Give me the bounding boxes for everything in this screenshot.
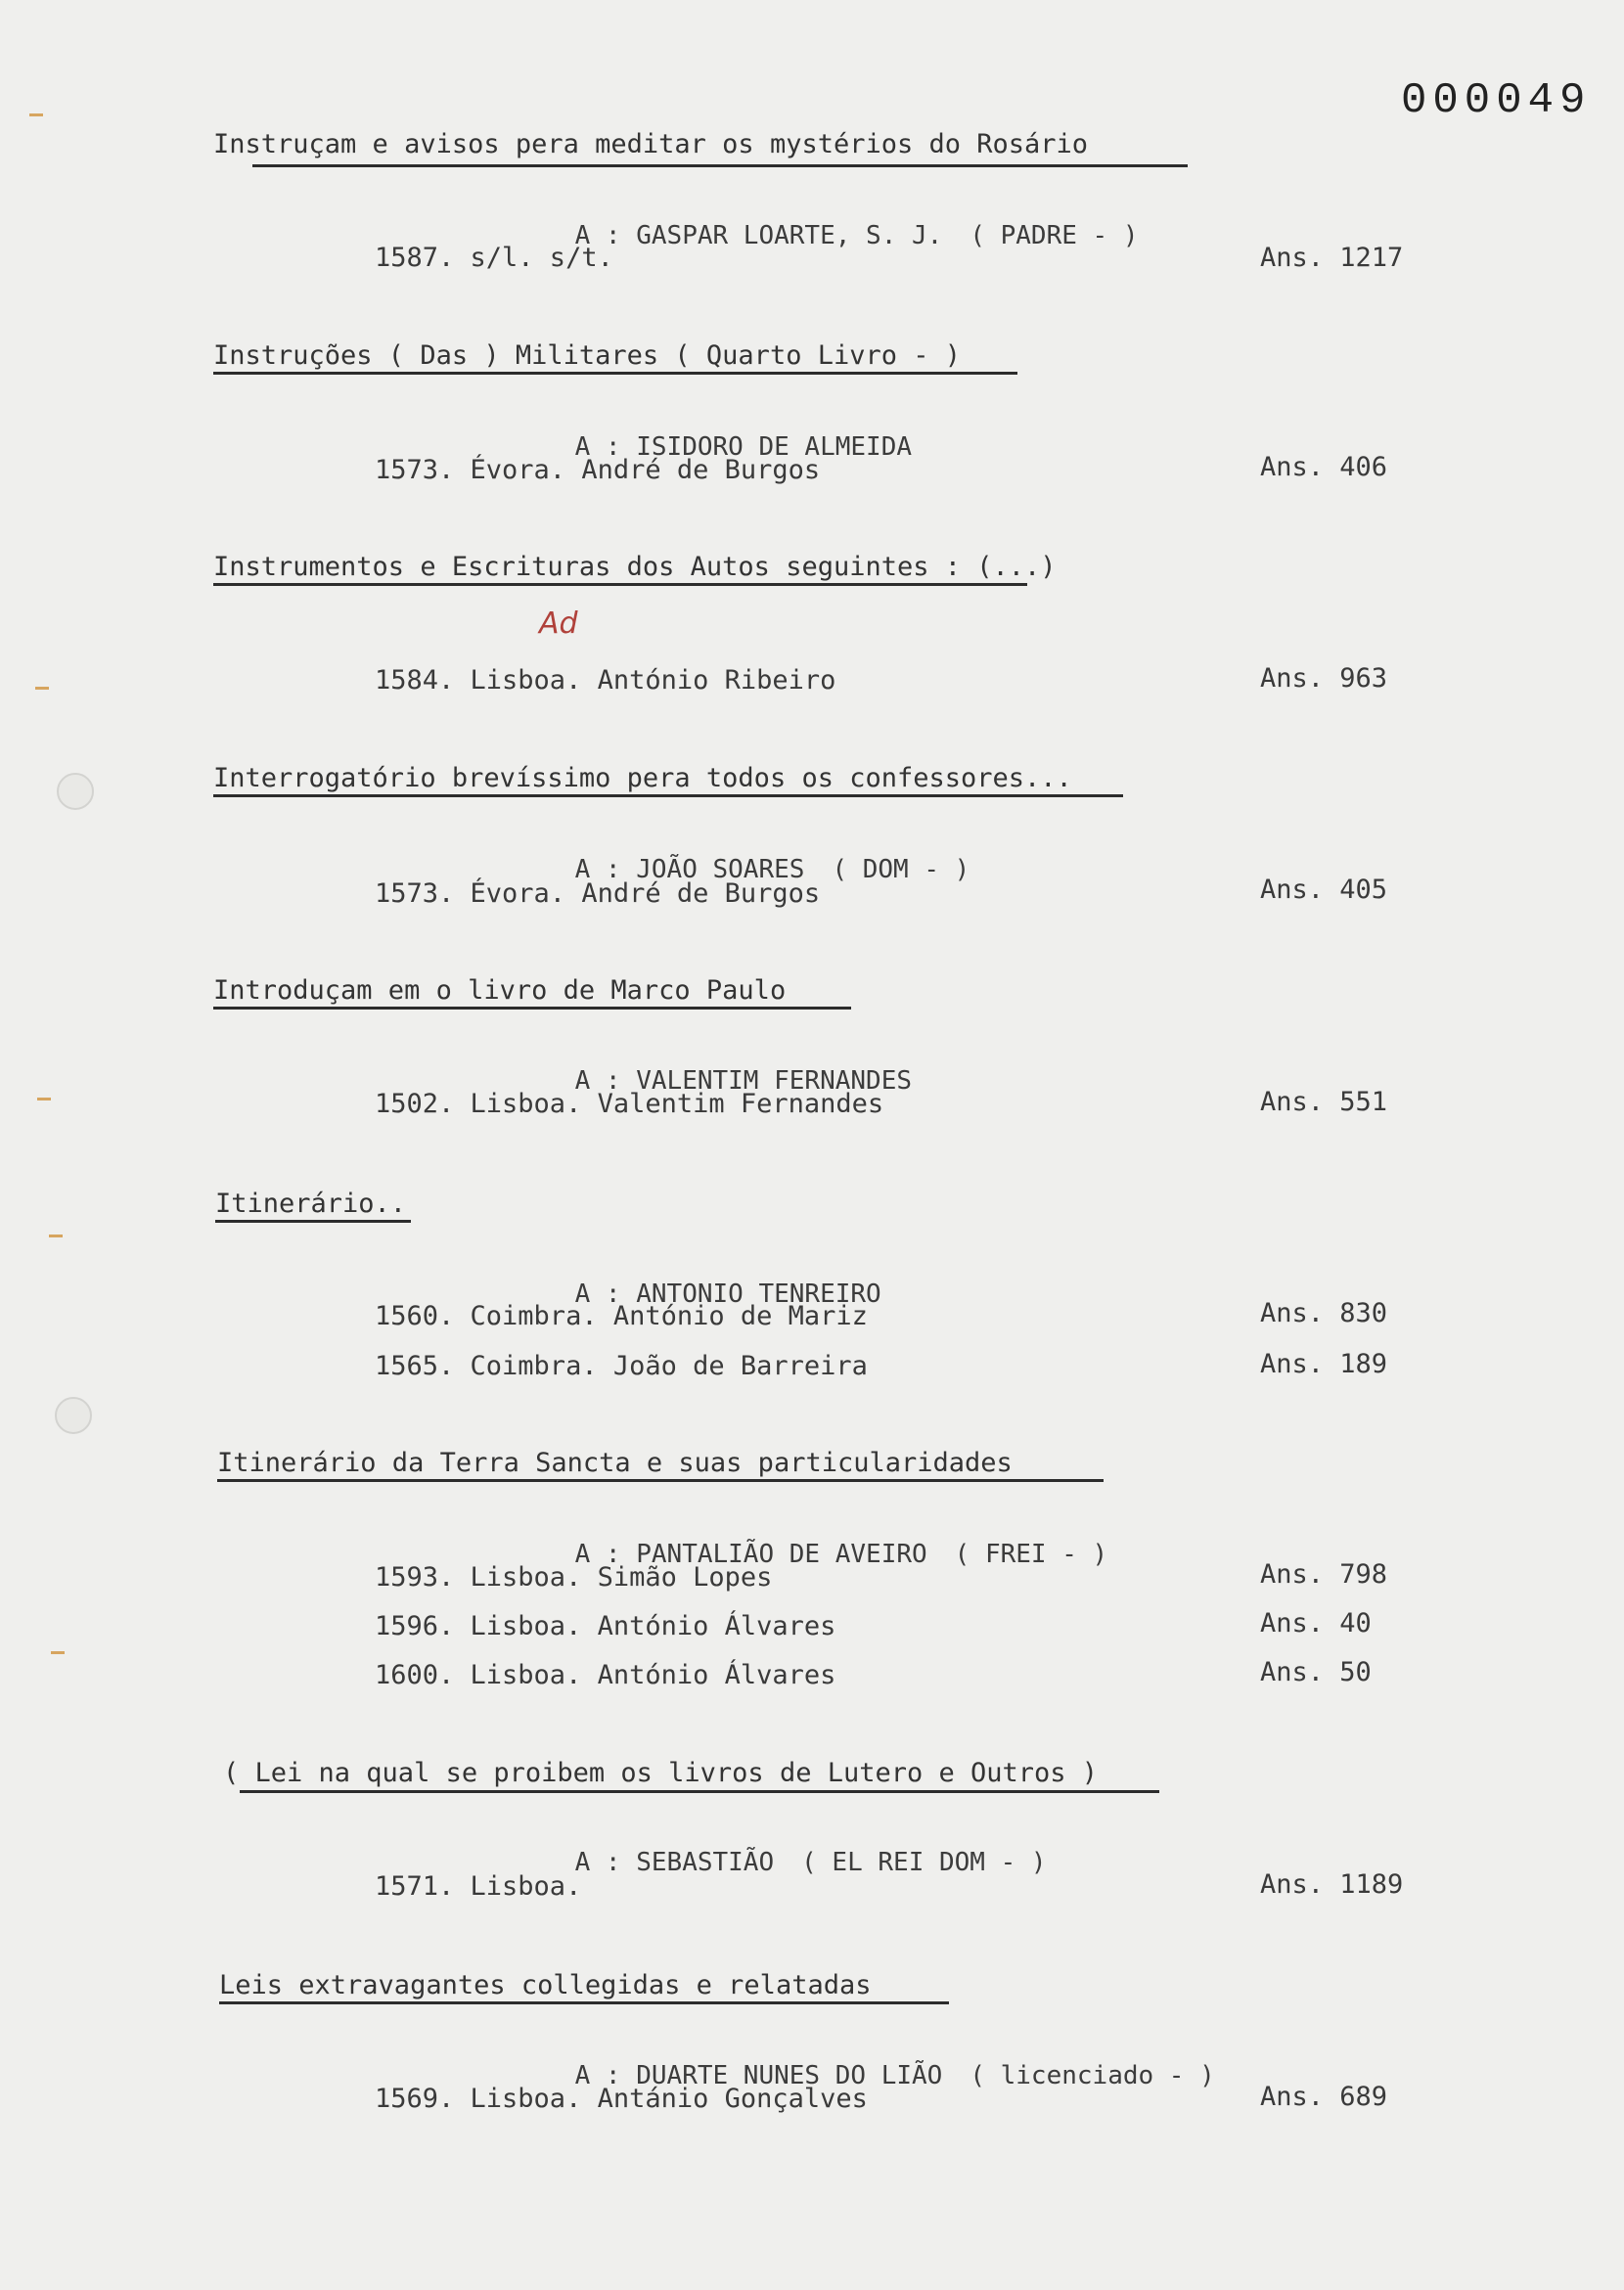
edition-ref: Ans. 189 — [1260, 1349, 1388, 1379]
author-name: A : ANTONIO TENREIRO — [574, 1280, 881, 1309]
handwritten-annotation: Ad — [539, 606, 578, 641]
title-underline — [240, 1790, 1159, 1793]
author-name: A : GASPAR LOARTE, S. J. — [574, 221, 943, 250]
edition-ref: Ans. 405 — [1260, 875, 1388, 905]
edition-imprint: 1593. Lisboa. Simão Lopes — [375, 1562, 773, 1593]
entry-author — [514, 1819, 1047, 1907]
edition-imprint: 1600. Lisboa. António Álvares — [375, 1660, 836, 1690]
author-name: A : JOÃO SOARES — [574, 855, 805, 884]
edition-ref: Ans. 551 — [1260, 1087, 1388, 1117]
edition-imprint: 1565. Coimbra. João de Barreira — [375, 1351, 868, 1381]
author-suffix: ( PADRE - ) — [970, 221, 1139, 250]
entry-title: Introduçam em o livro de Marco Paulo — [213, 975, 787, 1006]
edition-ref: Ans. 689 — [1260, 2082, 1388, 2112]
edition-ref: Ans. 50 — [1260, 1657, 1372, 1687]
entry-title: Instruções ( Das ) Militares ( Quarto Livro - ) — [213, 340, 962, 371]
edition-imprint: 1569. Lisboa. Antánio Gonçalves — [375, 2084, 868, 2114]
edition-ref: Ans. 1217 — [1260, 243, 1404, 273]
author-name: A : ISIDORO DE ALMEIDA — [574, 432, 912, 462]
title-underline — [213, 1007, 851, 1010]
edition-imprint: 1573. Évora. André de Burgos — [375, 878, 821, 909]
author-name: A : DUARTE NUNES DO LIÃO — [574, 2061, 943, 2090]
title-underline — [252, 164, 1188, 167]
author-suffix: ( FREI - ) — [954, 1540, 1108, 1569]
entry-title: Itinerário da Terra Sancta e suas particularidades — [217, 1448, 1013, 1478]
author-name: A : SEBASTIÃO — [574, 1848, 775, 1877]
entry-title: Leis extravagantes collegidas e relatadas — [219, 1970, 872, 2000]
margin-mark — [37, 1098, 51, 1100]
title-underline — [213, 372, 1017, 375]
entry-title: Instrumentos e Escrituras dos Autos seguintes : (...) — [213, 552, 1057, 582]
title-underline — [215, 1220, 411, 1223]
punch-hole — [55, 1397, 92, 1434]
edition-ref: Ans. 798 — [1260, 1559, 1388, 1590]
punch-hole — [57, 773, 94, 810]
edition-ref: Ans. 963 — [1260, 663, 1388, 694]
entry-title: Instruçam e avisos pera meditar os mystérios do Rosário — [213, 129, 1089, 159]
edition-ref: Ans. 406 — [1260, 452, 1388, 482]
entry-title: ( Lei na qual se proibem os livros de Lutero e Outros ) — [223, 1758, 1099, 1788]
author-suffix: ( licenciado - ) — [970, 2061, 1215, 2090]
edition-imprint: 1560. Coimbra. António de Mariz — [375, 1301, 868, 1331]
margin-mark — [29, 113, 43, 116]
title-underline — [213, 583, 1027, 586]
edition-ref: Ans. 40 — [1260, 1608, 1372, 1639]
entry-title: Interrogatório brevíssimo pera todos os confessores... — [213, 763, 1072, 793]
edition-imprint: 1573. Évora. André de Burgos — [375, 455, 821, 485]
edition-imprint: 1587. s/l. s/t. — [375, 243, 613, 273]
margin-mark — [49, 1235, 63, 1237]
author-name: A : PANTALIÃO DE AVEIRO — [574, 1540, 927, 1569]
entry-title: Itinerário.. — [215, 1189, 407, 1219]
title-underline — [217, 1479, 1104, 1482]
author-suffix: ( EL REI DOM - ) — [801, 1848, 1047, 1877]
author-suffix: ( DOM - ) — [832, 855, 970, 884]
title-underline — [219, 2001, 949, 2004]
edition-ref: Ans. 1189 — [1260, 1869, 1404, 1900]
edition-imprint: 1584. Lisboa. António Ribeiro — [375, 665, 836, 696]
title-underline — [213, 794, 1123, 797]
page-number: 000049 — [1401, 76, 1592, 125]
author-name: A : VALENTIM FERNANDES — [574, 1066, 912, 1096]
margin-mark — [35, 687, 49, 690]
edition-imprint: 1502. Lisboa. Valentim Fernandes — [375, 1089, 884, 1119]
edition-imprint: 1596. Lisboa. António Álvares — [375, 1611, 836, 1641]
edition-ref: Ans. 830 — [1260, 1298, 1388, 1328]
margin-mark — [51, 1651, 65, 1654]
edition-imprint: 1571. Lisboa. — [375, 1871, 582, 1902]
